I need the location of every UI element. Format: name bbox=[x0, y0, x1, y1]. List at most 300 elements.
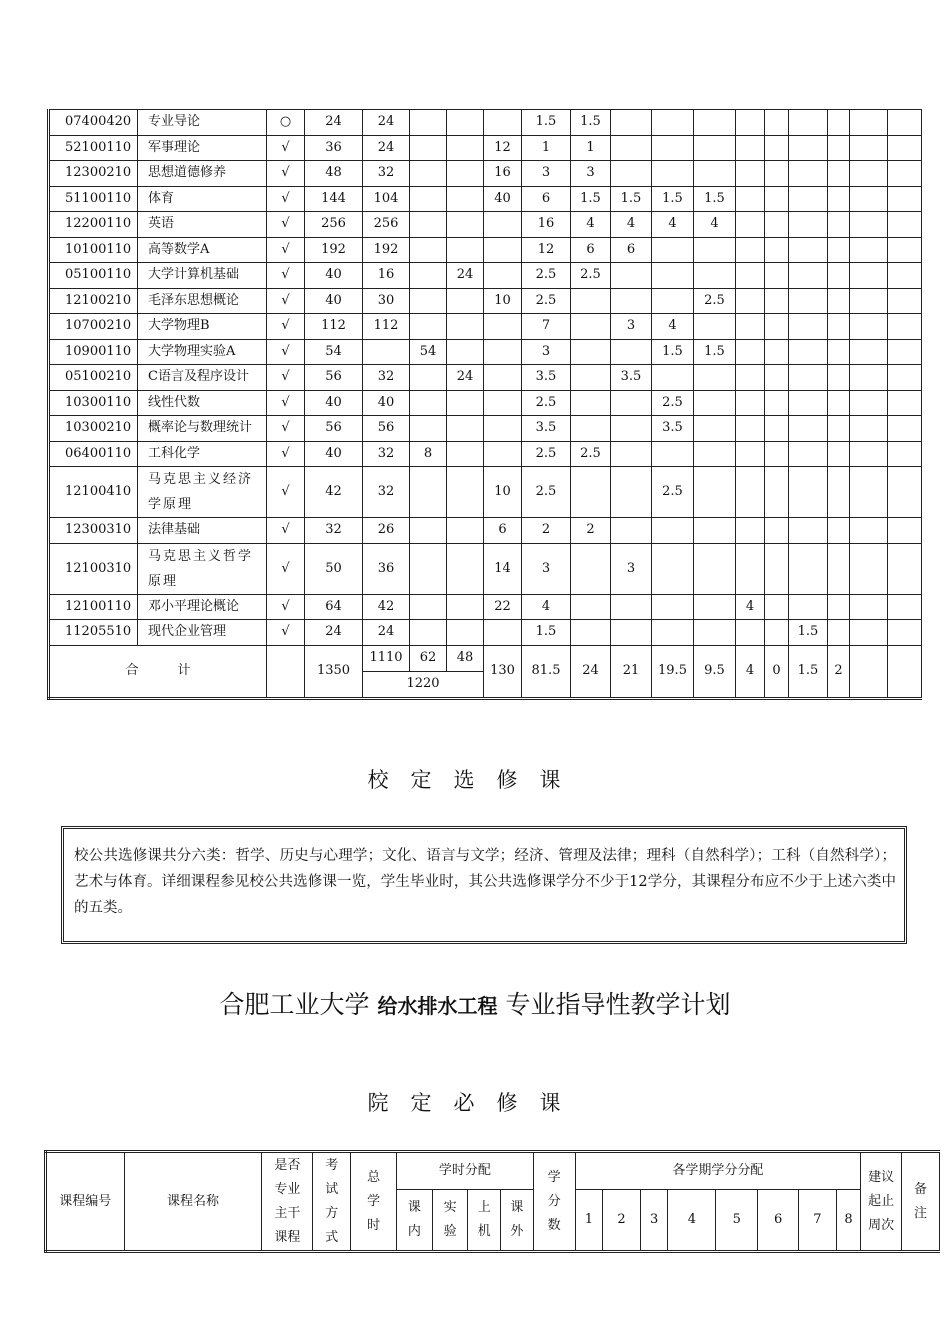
cell-extra bbox=[484, 212, 522, 238]
totals-s3: 19.5 bbox=[652, 645, 694, 698]
cell-empty bbox=[850, 518, 888, 544]
cell-name: 现代企业管理 bbox=[138, 620, 267, 646]
cell-main: √ bbox=[267, 161, 305, 187]
cell-empty bbox=[850, 135, 888, 161]
cell-s4 bbox=[694, 416, 736, 442]
cell-name: 军事理论 bbox=[138, 135, 267, 161]
cell-lecture: 32 bbox=[363, 161, 410, 187]
cell-s4 bbox=[694, 518, 736, 544]
cell-lab: 8 bbox=[410, 441, 447, 467]
totals-lab: 62 bbox=[410, 645, 447, 671]
cell-s7 bbox=[789, 518, 828, 544]
cell-empty bbox=[850, 620, 888, 646]
cell-credits: 3 bbox=[522, 161, 571, 187]
cell-code: 05100110 bbox=[49, 263, 138, 289]
required-title: 院定必修课 bbox=[367, 1091, 583, 1115]
cell-code: 10300210 bbox=[49, 416, 138, 442]
cell-s4 bbox=[694, 135, 736, 161]
cell-s8 bbox=[828, 161, 850, 187]
cell-s3 bbox=[652, 518, 694, 544]
cell-s8 bbox=[828, 441, 850, 467]
cell-s5 bbox=[736, 416, 765, 442]
cell-s4 bbox=[694, 365, 736, 391]
cell-s6 bbox=[765, 110, 789, 136]
table-row bbox=[49, 135, 922, 161]
header-credits: 学分数 bbox=[533, 1152, 575, 1252]
cell-empty bbox=[850, 186, 888, 212]
cell-main: √ bbox=[267, 390, 305, 416]
cell-main: √ bbox=[267, 339, 305, 365]
cell-main: √ bbox=[267, 135, 305, 161]
cell-name: 工科化学 bbox=[138, 441, 267, 467]
cell-lab bbox=[410, 212, 447, 238]
cell-empty bbox=[850, 263, 888, 289]
cell-s8 bbox=[828, 518, 850, 544]
cell-computer bbox=[447, 543, 484, 594]
cell-extra bbox=[484, 110, 522, 136]
cell-computer bbox=[447, 186, 484, 212]
cell-computer bbox=[447, 110, 484, 136]
cell-credits: 2 bbox=[522, 518, 571, 544]
cell-main: √ bbox=[267, 212, 305, 238]
cell-computer bbox=[447, 135, 484, 161]
cell-extra: 6 bbox=[484, 518, 522, 544]
cell-empty bbox=[888, 161, 922, 187]
cell-s4: 1.5 bbox=[694, 339, 736, 365]
header-main: 是否专业主干课程 bbox=[262, 1152, 313, 1252]
cell-empty bbox=[888, 339, 922, 365]
cell-s5 bbox=[736, 365, 765, 391]
cell-name: 专业导论 bbox=[138, 110, 267, 136]
cell-s2 bbox=[611, 416, 652, 442]
cell-s5 bbox=[736, 314, 765, 340]
cell-credits: 1 bbox=[522, 135, 571, 161]
cell-empty bbox=[888, 620, 922, 646]
cell-s5 bbox=[736, 441, 765, 467]
cell-s8 bbox=[828, 263, 850, 289]
cell-lab bbox=[410, 288, 447, 314]
cell-s4 bbox=[694, 441, 736, 467]
cell-total: 40 bbox=[305, 288, 363, 314]
cell-s4 bbox=[694, 237, 736, 263]
cell-computer bbox=[447, 339, 484, 365]
table-row bbox=[49, 212, 922, 238]
cell-s1 bbox=[571, 467, 611, 518]
header-sem-6: 6 bbox=[758, 1190, 799, 1252]
totals-combined: 1220 bbox=[363, 671, 484, 698]
header-sem-dist: 各学期学分分配 bbox=[575, 1152, 861, 1190]
cell-main: √ bbox=[267, 620, 305, 646]
cell-code: 12200110 bbox=[49, 212, 138, 238]
cell-code: 12300210 bbox=[49, 161, 138, 187]
cell-s7 bbox=[789, 237, 828, 263]
cell-extra: 14 bbox=[484, 543, 522, 594]
header-name: 课程名称 bbox=[124, 1152, 262, 1252]
cell-s2 bbox=[611, 518, 652, 544]
cell-s2 bbox=[611, 390, 652, 416]
cell-lecture: 32 bbox=[363, 467, 410, 518]
cell-extra bbox=[484, 416, 522, 442]
cell-s6 bbox=[765, 237, 789, 263]
cell-name: 英语 bbox=[138, 212, 267, 238]
header-lab: 实验 bbox=[432, 1190, 468, 1252]
cell-s5 bbox=[736, 620, 765, 646]
cell-computer bbox=[447, 212, 484, 238]
cell-s7 bbox=[789, 314, 828, 340]
cell-code: 12100210 bbox=[49, 288, 138, 314]
cell-code: 10100110 bbox=[49, 237, 138, 263]
cell-name: 体育 bbox=[138, 186, 267, 212]
cell-empty bbox=[850, 594, 888, 620]
cell-s5 bbox=[736, 186, 765, 212]
cell-credits: 1.5 bbox=[522, 620, 571, 646]
cell-lecture: 56 bbox=[363, 416, 410, 442]
cell-main: √ bbox=[267, 467, 305, 518]
table-row bbox=[49, 441, 922, 467]
cell-s8 bbox=[828, 620, 850, 646]
cell-s3 bbox=[652, 161, 694, 187]
table-row bbox=[49, 339, 922, 365]
cell-s5: 4 bbox=[736, 594, 765, 620]
cell-s5 bbox=[736, 390, 765, 416]
cell-name: 毛泽东思想概论 bbox=[138, 288, 267, 314]
cell-s3: 1.5 bbox=[652, 339, 694, 365]
cell-s4 bbox=[694, 467, 736, 518]
cell-total: 56 bbox=[305, 416, 363, 442]
cell-s7 bbox=[789, 365, 828, 391]
cell-s2 bbox=[611, 467, 652, 518]
cell-computer: 24 bbox=[447, 365, 484, 391]
cell-s5 bbox=[736, 135, 765, 161]
cell-name: 思想道德修养 bbox=[138, 161, 267, 187]
cell-s2 bbox=[611, 620, 652, 646]
cell-total: 192 bbox=[305, 237, 363, 263]
cell-computer bbox=[447, 441, 484, 467]
cell-total: 32 bbox=[305, 518, 363, 544]
cell-credits: 4 bbox=[522, 594, 571, 620]
cell-empty bbox=[888, 237, 922, 263]
table-row bbox=[49, 288, 922, 314]
cell-empty bbox=[888, 390, 922, 416]
table-row bbox=[49, 543, 922, 594]
cell-empty bbox=[888, 416, 922, 442]
cell-credits: 2.5 bbox=[522, 467, 571, 518]
cell-empty bbox=[850, 339, 888, 365]
cell-lecture: 30 bbox=[363, 288, 410, 314]
cell-s4 bbox=[694, 543, 736, 594]
table-row bbox=[49, 365, 922, 391]
cell-lab bbox=[410, 467, 447, 518]
cell-total: 54 bbox=[305, 339, 363, 365]
cell-code: 10700210 bbox=[49, 314, 138, 340]
totals-extra: 130 bbox=[484, 645, 522, 698]
cell-s8 bbox=[828, 110, 850, 136]
cell-s8 bbox=[828, 288, 850, 314]
cell-code: 07400420 bbox=[49, 110, 138, 136]
plan-title-suffix: 专业指导性教学计划 bbox=[505, 990, 731, 1019]
cell-lab bbox=[410, 186, 447, 212]
totals-s2: 21 bbox=[611, 645, 652, 698]
cell-code: 12100110 bbox=[49, 594, 138, 620]
cell-lab bbox=[410, 390, 447, 416]
cell-s3: 4 bbox=[652, 212, 694, 238]
cell-extra: 16 bbox=[484, 161, 522, 187]
cell-name: 大学计算机基础 bbox=[138, 263, 267, 289]
cell-computer bbox=[447, 161, 484, 187]
cell-extra bbox=[484, 263, 522, 289]
cell-s1: 2.5 bbox=[571, 263, 611, 289]
cell-empty bbox=[850, 365, 888, 391]
cell-s6 bbox=[765, 263, 789, 289]
cell-total: 24 bbox=[305, 110, 363, 136]
cell-lab bbox=[410, 135, 447, 161]
cell-code: 12100410 bbox=[49, 467, 138, 518]
cell-s6 bbox=[765, 212, 789, 238]
cell-s1 bbox=[571, 620, 611, 646]
cell-credits: 2.5 bbox=[522, 263, 571, 289]
cell-main: √ bbox=[267, 263, 305, 289]
cell-empty bbox=[850, 390, 888, 416]
cell-lab bbox=[410, 518, 447, 544]
cell-s1 bbox=[571, 288, 611, 314]
cell-s2: 1.5 bbox=[611, 186, 652, 212]
cell-s4 bbox=[694, 390, 736, 416]
cell-s3 bbox=[652, 288, 694, 314]
cell-s7 bbox=[789, 467, 828, 518]
cell-lab bbox=[410, 543, 447, 594]
cell-main: √ bbox=[267, 416, 305, 442]
cell-s1 bbox=[571, 390, 611, 416]
cell-s8 bbox=[828, 339, 850, 365]
totals-s4: 9.5 bbox=[694, 645, 736, 698]
cell-empty bbox=[267, 645, 305, 698]
totals-computer: 48 bbox=[447, 645, 484, 671]
table-row bbox=[49, 110, 922, 136]
header-sem-8: 8 bbox=[836, 1190, 861, 1252]
cell-name: 大学物理实验A bbox=[138, 339, 267, 365]
cell-s2 bbox=[611, 441, 652, 467]
cell-lab bbox=[410, 365, 447, 391]
cell-empty bbox=[850, 441, 888, 467]
cell-s1 bbox=[571, 365, 611, 391]
cell-s7 bbox=[789, 212, 828, 238]
cell-lecture: 24 bbox=[363, 135, 410, 161]
cell-s1: 2 bbox=[571, 518, 611, 544]
cell-lab bbox=[410, 620, 447, 646]
course-header-table bbox=[44, 1150, 940, 1253]
cell-s5 bbox=[736, 212, 765, 238]
cell-credits: 2.5 bbox=[522, 441, 571, 467]
cell-name: 法律基础 bbox=[138, 518, 267, 544]
cell-computer bbox=[447, 594, 484, 620]
cell-s4 bbox=[694, 161, 736, 187]
cell-s4: 2.5 bbox=[694, 288, 736, 314]
cell-empty bbox=[888, 518, 922, 544]
cell-credits: 1.5 bbox=[522, 110, 571, 136]
cell-s2 bbox=[611, 110, 652, 136]
totals-s5: 4 bbox=[736, 645, 765, 698]
cell-empty bbox=[850, 314, 888, 340]
cell-code: 52100110 bbox=[49, 135, 138, 161]
cell-credits: 2.5 bbox=[522, 390, 571, 416]
cell-empty bbox=[888, 314, 922, 340]
cell-code: 10900110 bbox=[49, 339, 138, 365]
cell-empty bbox=[888, 645, 922, 698]
cell-computer bbox=[447, 416, 484, 442]
cell-s5 bbox=[736, 110, 765, 136]
course-table-continued bbox=[47, 109, 922, 700]
cell-s1: 2.5 bbox=[571, 441, 611, 467]
cell-s7 bbox=[789, 263, 828, 289]
cell-s4: 1.5 bbox=[694, 186, 736, 212]
cell-s7 bbox=[789, 186, 828, 212]
cell-s3 bbox=[652, 263, 694, 289]
cell-total: 24 bbox=[305, 620, 363, 646]
cell-lecture: 16 bbox=[363, 263, 410, 289]
cell-code: 12100310 bbox=[49, 543, 138, 594]
cell-total: 40 bbox=[305, 441, 363, 467]
cell-extra: 22 bbox=[484, 594, 522, 620]
cell-empty bbox=[888, 186, 922, 212]
plan-title-prefix: 合肥工业大学 bbox=[219, 990, 370, 1019]
cell-s2: 3 bbox=[611, 543, 652, 594]
cell-s8 bbox=[828, 186, 850, 212]
cell-credits: 7 bbox=[522, 314, 571, 340]
cell-name: 邓小平理论概论 bbox=[138, 594, 267, 620]
cell-main: √ bbox=[267, 186, 305, 212]
cell-main: √ bbox=[267, 288, 305, 314]
cell-s8 bbox=[828, 237, 850, 263]
cell-credits: 16 bbox=[522, 212, 571, 238]
cell-credits: 12 bbox=[522, 237, 571, 263]
cell-s7 bbox=[789, 594, 828, 620]
cell-s3: 3.5 bbox=[652, 416, 694, 442]
cell-s2: 6 bbox=[611, 237, 652, 263]
cell-s4 bbox=[694, 110, 736, 136]
header-sem-7: 7 bbox=[799, 1190, 837, 1252]
cell-lecture: 24 bbox=[363, 110, 410, 136]
cell-s3 bbox=[652, 594, 694, 620]
cell-s3 bbox=[652, 441, 694, 467]
cell-empty bbox=[850, 416, 888, 442]
cell-empty bbox=[888, 263, 922, 289]
cell-empty bbox=[850, 161, 888, 187]
totals-hours: 1350 bbox=[305, 645, 363, 698]
cell-name: 马克思主义经济学原理 bbox=[138, 467, 267, 518]
cell-empty bbox=[888, 110, 922, 136]
header-sem-2: 2 bbox=[603, 1190, 641, 1252]
table-row bbox=[49, 594, 922, 620]
header-hours: 总学时 bbox=[351, 1152, 397, 1252]
cell-s7 bbox=[789, 390, 828, 416]
totals-row bbox=[49, 645, 922, 671]
cell-name: 高等数学A bbox=[138, 237, 267, 263]
cell-computer: 24 bbox=[447, 263, 484, 289]
header-sem-4: 4 bbox=[668, 1190, 716, 1252]
cell-credits: 6 bbox=[522, 186, 571, 212]
cell-extra bbox=[484, 237, 522, 263]
cell-total: 48 bbox=[305, 161, 363, 187]
header-code: 课程编号 bbox=[46, 1152, 125, 1252]
cell-name: 线性代数 bbox=[138, 390, 267, 416]
cell-s1: 1 bbox=[571, 135, 611, 161]
cell-s3 bbox=[652, 135, 694, 161]
cell-s4: 4 bbox=[694, 212, 736, 238]
cell-empty bbox=[888, 594, 922, 620]
cell-s3: 2.5 bbox=[652, 390, 694, 416]
cell-total: 40 bbox=[305, 263, 363, 289]
cell-s7: 1.5 bbox=[789, 620, 828, 646]
cell-lecture: 36 bbox=[363, 543, 410, 594]
cell-s1 bbox=[571, 416, 611, 442]
header-exam: 考试方式 bbox=[313, 1152, 351, 1252]
totals-s7: 1.5 bbox=[789, 645, 828, 698]
cell-s8 bbox=[828, 594, 850, 620]
elective-title: 校定选修课 bbox=[367, 768, 583, 792]
cell-lecture: 192 bbox=[363, 237, 410, 263]
cell-empty bbox=[888, 467, 922, 518]
cell-s1 bbox=[571, 543, 611, 594]
cell-s5 bbox=[736, 263, 765, 289]
cell-extra: 10 bbox=[484, 288, 522, 314]
cell-computer bbox=[447, 467, 484, 518]
cell-s2: 3 bbox=[611, 314, 652, 340]
table-row bbox=[49, 467, 922, 518]
cell-s2: 3.5 bbox=[611, 365, 652, 391]
header-sem-5: 5 bbox=[716, 1190, 758, 1252]
cell-total: 40 bbox=[305, 390, 363, 416]
cell-s6 bbox=[765, 543, 789, 594]
cell-s2 bbox=[611, 161, 652, 187]
cell-s8 bbox=[828, 212, 850, 238]
totals-lecture: 1110 bbox=[363, 645, 410, 671]
cell-main: √ bbox=[267, 594, 305, 620]
cell-extra bbox=[484, 441, 522, 467]
cell-name: 概率论与数理统计 bbox=[138, 416, 267, 442]
cell-s8 bbox=[828, 314, 850, 340]
cell-main: ○ bbox=[267, 110, 305, 136]
cell-s7 bbox=[789, 135, 828, 161]
cell-s6 bbox=[765, 314, 789, 340]
cell-s7 bbox=[789, 288, 828, 314]
cell-lab: 54 bbox=[410, 339, 447, 365]
cell-s1: 1.5 bbox=[571, 110, 611, 136]
cell-name: C语言及程序设计 bbox=[138, 365, 267, 391]
cell-lab bbox=[410, 263, 447, 289]
cell-s2 bbox=[611, 135, 652, 161]
cell-s6 bbox=[765, 467, 789, 518]
cell-empty bbox=[888, 288, 922, 314]
cell-main: √ bbox=[267, 237, 305, 263]
cell-credits: 3 bbox=[522, 339, 571, 365]
cell-lecture: 104 bbox=[363, 186, 410, 212]
cell-computer bbox=[447, 390, 484, 416]
cell-computer bbox=[447, 314, 484, 340]
cell-main: √ bbox=[267, 365, 305, 391]
header-note: 备注 bbox=[902, 1152, 940, 1252]
cell-s6 bbox=[765, 518, 789, 544]
cell-total: 42 bbox=[305, 467, 363, 518]
cell-lecture: 256 bbox=[363, 212, 410, 238]
table-row bbox=[49, 186, 922, 212]
cell-computer bbox=[447, 288, 484, 314]
cell-empty bbox=[888, 212, 922, 238]
cell-s1: 1.5 bbox=[571, 186, 611, 212]
header-sem-3: 3 bbox=[640, 1190, 668, 1252]
cell-total: 50 bbox=[305, 543, 363, 594]
cell-code: 11205510 bbox=[49, 620, 138, 646]
cell-name: 马克思主义哲学原理 bbox=[138, 543, 267, 594]
